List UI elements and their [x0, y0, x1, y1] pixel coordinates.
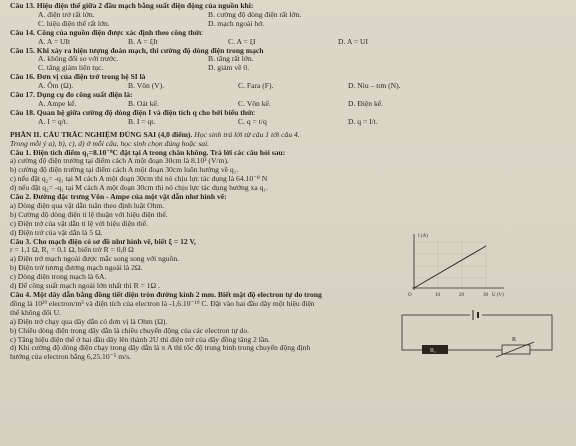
va-graph-xtick-30: 30 — [483, 293, 488, 298]
c4-item-a: a) Điện trở chạy qua dây dẫn có đơn vị là Ohm (Ω). — [10, 317, 168, 326]
c4-stem-3: thế không đổi U. — [10, 308, 62, 317]
q13-option-c: C. hiệu điện thế rất lớn. — [38, 18, 110, 28]
circuit-diagram — [392, 305, 562, 360]
q18-option-b: B. I = qt. — [128, 116, 156, 126]
q17-option-d: D. Điện kế. — [348, 98, 384, 108]
rheostat-r-label: R — [512, 337, 517, 343]
q16-option-d: D. Niu – tơn (N). — [348, 81, 401, 91]
c4-stem: Câu 4. Một dây dẫn bằng đồng tiết diện tròn đường kính 2 mm. Biết mật độ electron tự do trong — [10, 291, 322, 299]
q13-option-a: A. điện trở rất lớn. — [38, 9, 95, 19]
q14-options — [10, 38, 570, 47]
q14-option-b: B. A = ξIt — [128, 36, 158, 46]
part2-instruction: Trong mỗi ý a), b), c), d) ở mỗi câu, học sinh chọn đúng hoặc sai. — [10, 139, 210, 148]
q14-stem: Câu 14. Công của nguồn điện được xác định theo công thức — [10, 28, 203, 37]
q16-options — [10, 82, 570, 91]
q15-options-2 — [10, 64, 570, 73]
q16-option-a: A. Ôm (Ω). — [38, 81, 74, 91]
c3-stem: Câu 3. Cho mạch điện có sơ đồ như hình vẽ, biết ξ = 12 V, — [10, 237, 196, 246]
c2-item-d: d) Điện trở của vật dẫn là 5 Ω. — [10, 228, 103, 237]
c1-item-c: c) nếu đặt q₂= -q₁ tại M cách A một đoạn 30cm thì nó chịu lực tác dụng là 64.10⁻⁸ N — [10, 175, 268, 184]
q16-option-c: C. Fara (F). — [238, 81, 274, 91]
c4-item-d-2: hướng của electron bằng 6,25.10⁻⁵ m/s. — [10, 353, 132, 362]
c1-item-b: b) cường độ điện trường tại điểm cách A một đoạn 30cm luôn hướng về q₁. — [10, 166, 239, 175]
part2-heading-text: PHẦN II. CÂU TRẮC NGHIỆM ĐÚNG SAI (4,0 điểm). — [10, 130, 193, 139]
q15-option-b: B. tăng rất lớn. — [208, 54, 254, 64]
q17-option-c: C. Vôn kế. — [238, 98, 271, 108]
q18-option-c: C. q = t/q — [238, 116, 267, 126]
c4-item-d: d) Khi cường độ dòng điện chạy trong dây dẫn là π A thì tốc độ trung bình trong chuyển động định — [10, 344, 311, 353]
c3-item-a: a) Điện trở mạch ngoài được mắc song song với nguồn. — [10, 255, 180, 264]
c3-item-d: d) Để công suất mạch ngoài lớn nhất thì R = 1Ω . — [10, 282, 160, 291]
va-graph-xtick-10: 10 — [435, 293, 440, 298]
q15-option-c: C. tăng giảm liên tục. — [38, 63, 104, 73]
q17-option-a: A. Ampe kế. — [38, 98, 77, 108]
c1-stem: Câu 1. Điện tích điểm q₁=8.10⁻⁸C đặt tại A trong chân không. Trả lời các câu hỏi sau: — [10, 148, 286, 157]
q16-stem: Câu 16. Đơn vị của điện trở trong hệ SI là — [10, 73, 146, 82]
q18-options — [10, 118, 570, 127]
q15-option-a: A. không đổi so với trước. — [38, 54, 119, 64]
va-graph-origin: O — [408, 293, 412, 298]
q14-option-a: A. A = UIt — [38, 36, 71, 46]
va-graph-xlabel: U (V) — [492, 293, 504, 298]
part2-heading-tail: Học sinh trả lời từ câu 1 tới câu 4. — [194, 130, 300, 139]
c1-item-d: d) nếu đặt q₂= -q₁ tại M cách A một đoạn 30cm thì nó chịu lực tác dụng hướng xa q₁. — [10, 184, 268, 193]
q13-option-d: D. mạch ngoài hở. — [208, 18, 265, 28]
q14-option-d: D. A = UI — [338, 36, 369, 46]
c2-stem: Câu 2. Đường đặc trưng Vôn - Ampe của một vật dẫn như hình vẽ: — [10, 193, 227, 202]
c4-item-b: b) Chiều dòng điện trong dây dẫn là chiều chuyển động của các electron tự do. — [10, 326, 250, 335]
q13-stem: Câu 13. Hiệu điện thế giữa 2 đầu mạch bằng suất điện động của nguồn khi: — [10, 2, 254, 10]
c1-item-a: a) cường độ điện trường tại điểm cách A một đoạn 30cm là 8.10³ (V/m). — [10, 157, 229, 166]
q18-option-d: D. q = I/t. — [348, 116, 378, 126]
q17-option-b: B. Oát kế. — [128, 98, 159, 108]
resistor-r1-label: R₁ — [430, 348, 437, 354]
q18-stem: Câu 18. Quan hệ giữa cường độ dòng điện I và điện tích q cho bởi biểu thức — [10, 108, 255, 117]
va-graph-ylabel: I (A) — [418, 234, 428, 239]
battery-icon — [470, 310, 482, 320]
c2-item-c: c) Điện trở của vật dẫn tỉ lệ với hiệu điện thế. — [10, 219, 148, 228]
q16-option-b: B. Vôn (V). — [128, 81, 165, 91]
va-graph — [392, 228, 522, 298]
c2-item-a: a) Dòng điện qua vật dẫn tuân theo định luật Ohm. — [10, 201, 165, 210]
c4-item-c: c) Tăng hiệu điện thế ở hai đầu dây lên thành 2U thì điện trở của dây đồng tăng 2 lần. — [10, 335, 270, 344]
q17-options — [10, 100, 570, 109]
c3-item-b: b) Điện trở tương đương mạch ngoài là 2Ω. — [10, 264, 143, 273]
c2-item-b: b) Cường độ dòng điện tỉ lệ thuận với hiệu điện thế. — [10, 210, 168, 219]
c3-item-c: c) Dòng điện trong mạch là 6A. — [10, 273, 107, 282]
q13-option-b: B. cường độ dòng điện rất lớn. — [208, 9, 302, 19]
va-graph-grid — [414, 242, 486, 288]
q14-option-c: C. A = ξI — [228, 36, 256, 46]
c3-stem-2: r = 1,1 Ω, R₁ = 0,1 Ω, biến trở R = 0,8 Ω — [10, 246, 134, 255]
q15-option-d: D. giảm về 0. — [208, 63, 250, 73]
part2-heading — [10, 131, 570, 140]
q18-option-a: A. I = q/t. — [38, 116, 68, 126]
va-graph-line — [414, 246, 486, 288]
q13-options-2 — [10, 20, 570, 29]
q17-stem: Câu 17. Dụng cụ đo công suất điện là: — [10, 91, 133, 100]
c4-stem-2: đồng là 10²⁹ electron/m³ và điện tích của electron là -1,6.10⁻¹⁹ C. Đặt vào hai đầu dây một hiệu điện — [10, 299, 315, 308]
va-graph-xtick-20: 20 — [459, 293, 464, 298]
q15-stem: Câu 15. Khi xảy ra hiện tượng đoản mạch, thì cường độ dòng điện trong mạch — [10, 46, 264, 55]
